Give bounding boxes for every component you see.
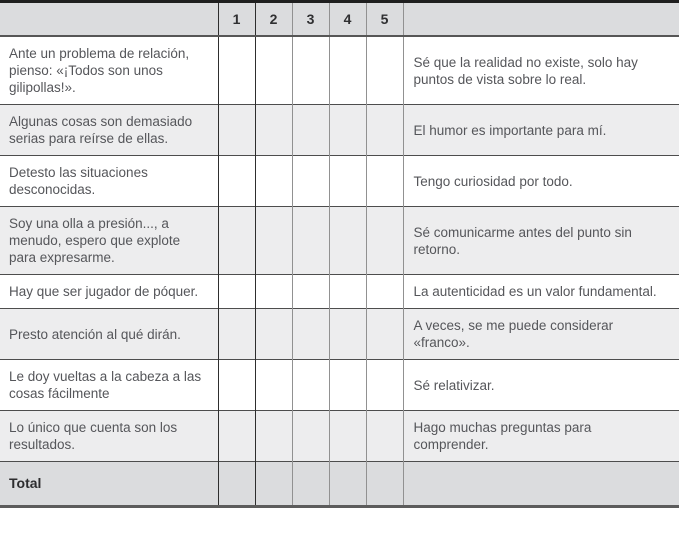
rating-cell (255, 105, 292, 156)
scale-header-cell: 4 (329, 2, 366, 37)
rating-cell (218, 411, 255, 462)
scale-header-row (0, 2, 679, 37)
rating-cell (218, 360, 255, 411)
statement-left: Presto atención al qué dirán. (0, 309, 218, 360)
header-corner-left (0, 2, 218, 37)
rating-cell (366, 207, 403, 275)
statement-left: Ante un problema de relación, pienso: «¡Todos son unos gilipollas!». (9, 46, 190, 95)
rating-cell (255, 36, 292, 105)
total-rating-cell (292, 462, 329, 507)
rating-cell (292, 207, 329, 275)
rating-cell (366, 275, 403, 309)
rating-cell (292, 36, 329, 105)
statement-right: Hago muchas preguntas para comprender. (403, 411, 679, 462)
rating-cell (218, 207, 255, 275)
rating-cell (329, 309, 366, 360)
table-row (0, 360, 679, 411)
rating-cell (329, 207, 366, 275)
rating-cell (329, 36, 366, 105)
statement-right: El humor es importante para mí. (403, 105, 679, 156)
rating-cell (255, 411, 292, 462)
rating-cell (218, 36, 255, 105)
rating-cell (255, 309, 292, 360)
statement-right: Sé comunicarme antes del punto sin retorno. (403, 207, 679, 275)
rating-cell (329, 105, 366, 156)
rating-cell (292, 275, 329, 309)
header-corner-right (403, 2, 679, 37)
total-label: Total (0, 462, 218, 507)
total-rating-cell (255, 462, 292, 507)
rating-cell (329, 275, 366, 309)
rating-cell (292, 156, 329, 207)
statement-left: Soy una olla a presión..., a menudo, espero que explote para expresarme. (0, 207, 218, 275)
rating-cell (292, 105, 329, 156)
rating-cell (255, 207, 292, 275)
rating-cell (366, 360, 403, 411)
statement-right: A veces, se me puede considerar «franco». (403, 309, 679, 360)
total-rating-cell (329, 462, 366, 507)
table-row (0, 156, 679, 207)
statement-left: Algunas cosas son demasiado serias para reírse de ellas. (0, 105, 218, 156)
rating-cell (218, 105, 255, 156)
table-row (0, 309, 679, 360)
statement-left: Detesto las situaciones desconocidas. (9, 165, 148, 197)
rating-cell (218, 156, 255, 207)
statement-right: Tengo curiosidad por todo. (403, 156, 679, 207)
rating-cell (366, 411, 403, 462)
rating-cell (255, 156, 292, 207)
statement-left: Lo único que cuenta son los resultados. (0, 411, 218, 462)
rating-cell (292, 309, 329, 360)
total-rating-cell (218, 462, 255, 507)
scale-header-cell: 2 (255, 2, 292, 37)
rating-cell (218, 309, 255, 360)
rating-cell (292, 411, 329, 462)
statement-left: Hay que ser jugador de póquer. (9, 284, 199, 299)
table-row (0, 207, 679, 275)
total-right-cell (403, 462, 679, 507)
table-row (0, 411, 679, 462)
rating-cell (329, 411, 366, 462)
rating-cell (329, 360, 366, 411)
total-rating-cell (366, 462, 403, 507)
statement-right: Sé relativizar. (403, 360, 679, 411)
scale-header-cell: 1 (218, 2, 255, 37)
statement-left: Le doy vueltas a la cabeza a las cosas fácilmente (9, 369, 202, 401)
rating-cell (366, 105, 403, 156)
rating-cell (329, 156, 366, 207)
table-row (0, 36, 679, 105)
scale-header-cell: 5 (366, 2, 403, 37)
rating-cell (292, 360, 329, 411)
table-row (0, 105, 679, 156)
rating-cell (366, 36, 403, 105)
statement-right: Sé que la realidad no existe, solo hay puntos de vista sobre lo real. (403, 36, 679, 105)
rating-cell (366, 309, 403, 360)
table-row (0, 275, 679, 309)
rating-cell (366, 156, 403, 207)
rating-cell (218, 275, 255, 309)
total-row (0, 462, 679, 507)
rating-cell (255, 275, 292, 309)
statement-right: La autenticidad es un valor fundamental. (403, 275, 679, 309)
scale-header-cell: 3 (292, 2, 329, 37)
rating-cell (255, 360, 292, 411)
